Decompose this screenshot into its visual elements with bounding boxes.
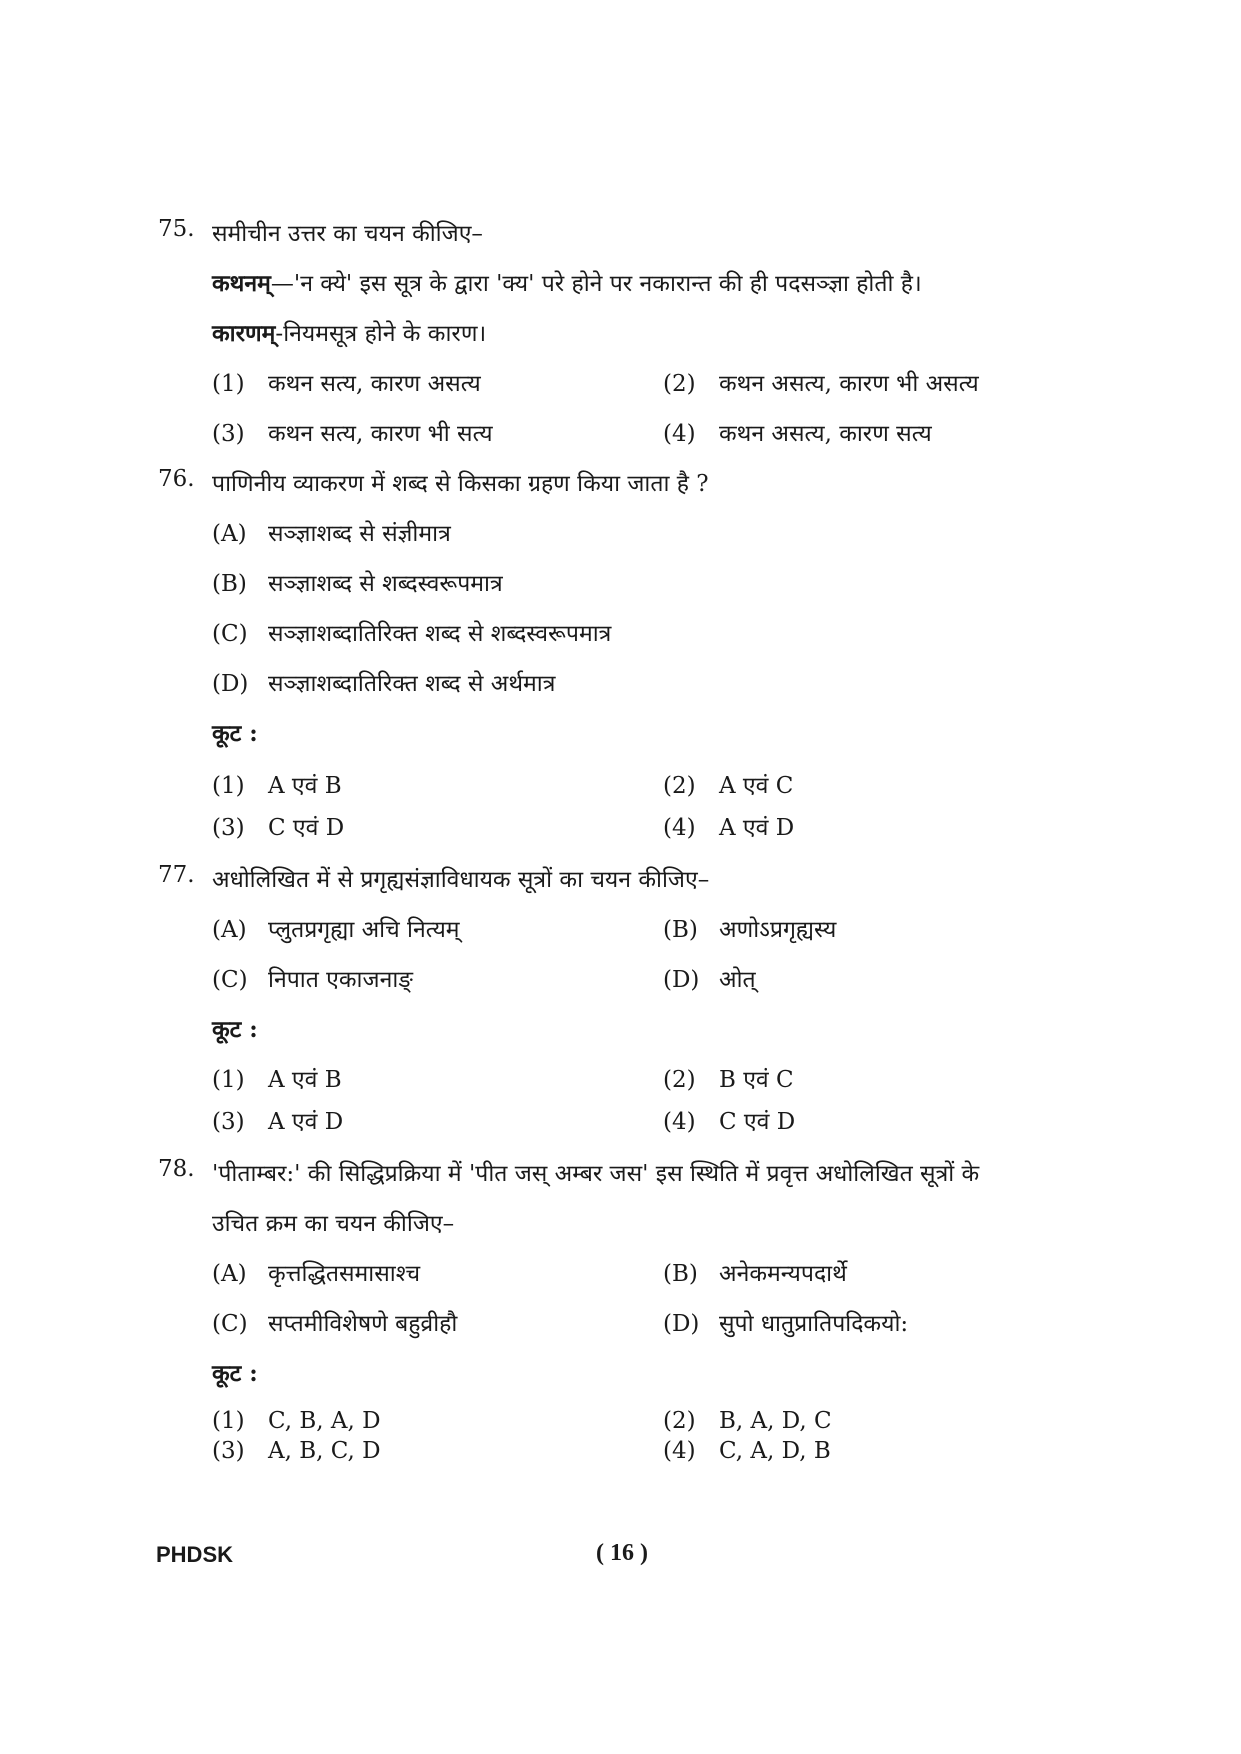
reason-text: -नियमसूत्र होने के कारण।: [275, 321, 487, 347]
question-75-number: 75.: [158, 216, 195, 242]
q78-option-4: (4) C, A, D, B: [663, 1438, 831, 1464]
q76-item-c: (C) सञ्ज्ञाशब्दातिरिक्त शब्द से शब्दस्वरूपमात्र: [212, 621, 612, 647]
q77-kut-label: कूट :: [212, 1016, 258, 1043]
question-77-number: 77.: [158, 862, 195, 888]
statement-label: कथनम्: [212, 270, 271, 297]
question-78-text-line2: उचित क्रम का चयन कीजिए–: [212, 1211, 455, 1237]
q78-item-b: (B) अनेकमन्यपदार्थे: [663, 1261, 847, 1287]
q76-option-1: (1) A एवं B: [212, 773, 342, 799]
q78-item-d: (D) सुपो धातुप्रातिपदिकयो:: [663, 1311, 909, 1337]
q76-option-3: (3) C एवं D: [212, 815, 345, 841]
q75-option-3: (3) कथन सत्य, कारण भी सत्य: [212, 421, 493, 447]
q78-option-2: (2) B, A, D, C: [663, 1408, 832, 1434]
q78-option-3: (3) A, B, C, D: [212, 1438, 381, 1464]
q78-kut-label: कूट :: [212, 1360, 258, 1387]
q76-item-a: (A) सञ्ज्ञाशब्द से संज्ञीमात्र: [212, 521, 451, 547]
page-number: ( 16 ): [596, 1540, 648, 1566]
q75-option-2: (2) कथन असत्य, कारण भी असत्य: [663, 371, 979, 397]
q77-item-d: (D) ओत्: [663, 967, 756, 993]
q76-item-b: (B) सञ्ज्ञाशब्द से शब्दस्वरूपमात्र: [212, 571, 503, 597]
q78-option-1: (1) C, B, A, D: [212, 1408, 381, 1434]
question-75-reason: [212, 316, 486, 348]
question-78-text-line1: 'पीताम्बर:' की सिद्धिप्रक्रिया में 'पीत जस् अम्बर जस' इस स्थिति में प्रवृत्त अधोलिखित सूत्रों के: [212, 1161, 980, 1187]
question-75-statement: [212, 266, 922, 298]
q77-item-a: (A) प्लुतप्रगृह्या अचि नित्यम्: [212, 917, 460, 943]
question-77-text: अधोलिखित में से प्रगृह्यसंज्ञाविधायक सूत्रों का चयन कीजिए–: [212, 867, 710, 893]
q76-option-2: (2) A एवं C: [663, 773, 794, 799]
q75-option-4: (4) कथन असत्य, कारण सत्य: [663, 421, 932, 447]
q77-option-1: (1) A एवं B: [212, 1067, 342, 1093]
question-76-number: 76.: [158, 466, 195, 492]
q78-item-c: (C) सप्तमीविशेषणे बहुव्रीहौ: [212, 1311, 458, 1337]
statement-text: —'न क्ये' इस सूत्र के द्वारा 'क्य' परे होने पर नकारान्त की ही पदसञ्ज्ञा होती है।: [270, 271, 922, 297]
paper-code: PHDSK: [156, 1542, 234, 1567]
q76-kut-label: कूट :: [212, 720, 258, 747]
reason-label: कारणम्: [212, 320, 276, 347]
q76-option-4: (4) A एवं D: [663, 815, 795, 841]
question-75-text: समीचीन उत्तर का चयन कीजिए–: [212, 221, 483, 247]
q77-item-c: (C) निपात एकाजनाङ्: [212, 967, 413, 993]
q77-option-2: (2) B एवं C: [663, 1067, 794, 1093]
question-78-number: 78.: [158, 1156, 195, 1182]
q77-option-4: (4) C एवं D: [663, 1109, 796, 1135]
q75-option-1: (1) कथन सत्य, कारण असत्य: [212, 371, 481, 397]
q77-item-b: (B) अणोऽप्रगृह्यस्य: [663, 917, 837, 943]
q76-item-d: (D) सञ्ज्ञाशब्दातिरिक्त शब्द से अर्थमात्र: [212, 671, 556, 697]
q78-item-a: (A) कृत्तद्धितसमासाश्च: [212, 1261, 421, 1287]
q77-option-3: (3) A एवं D: [212, 1109, 344, 1135]
question-76-text: पाणिनीय व्याकरण में शब्द से किसका ग्रहण किया जाता है ?: [212, 471, 709, 497]
